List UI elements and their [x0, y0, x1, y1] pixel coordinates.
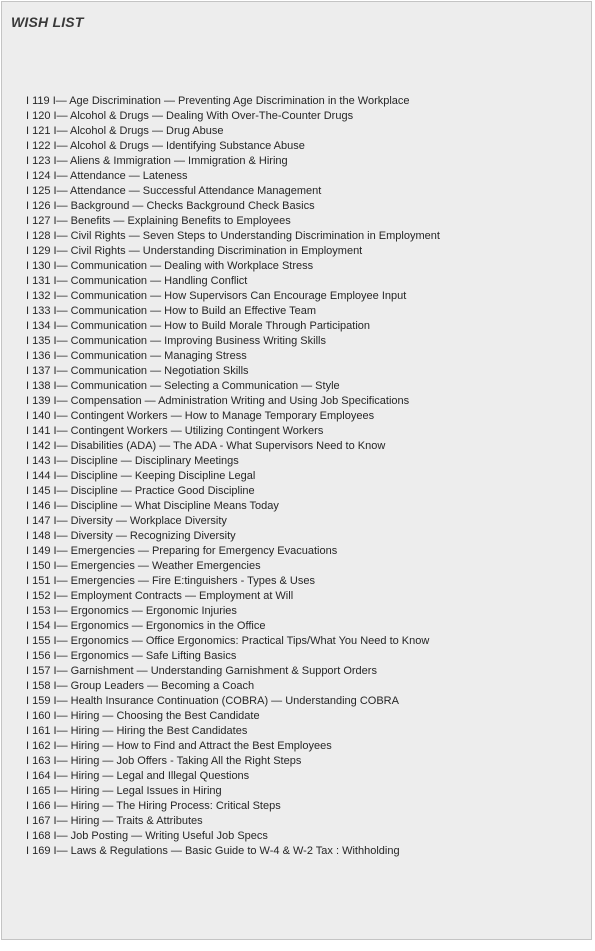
list-item: I 166 I— Hiring — The Hiring Process: Critical Steps — [26, 800, 281, 812]
list-item: I 153 I— Ergonomics — Ergonomic Injuries — [26, 605, 237, 617]
list-item: I 120 I— Alcohol & Drugs — Dealing With Over-The-Counter Drugs — [26, 110, 354, 122]
list-item: I 149 I— Emergencies — Preparing for Emergency Evacuations — [26, 545, 338, 557]
list-item: I 141 I— Contingent Workers — Utilizing Contingent Workers — [26, 425, 324, 437]
list-item: I 130 I— Communication — Dealing with Workplace Stress — [26, 260, 314, 272]
list-item: I 121 I— Alcohol & Drugs — Drug Abuse — [26, 125, 224, 137]
wish-list-panel — [1, 1, 592, 940]
list-item: I 151 I— Emergencies — Fire E:tinguishers - Types & Uses — [26, 575, 315, 587]
list-item: I 161 I— Hiring — Hiring the Best Candidates — [26, 725, 248, 737]
list-item: I 139 I— Compensation — Administration Writing and Using Job Specifications — [26, 395, 410, 407]
list-item: I 160 I— Hiring — Choosing the Best Candidate — [26, 710, 260, 722]
list-item: I 158 I— Group Leaders — Becoming a Coach — [26, 680, 255, 692]
list-item: I 126 I— Background — Checks Background Check Basics — [26, 200, 315, 212]
list-item: I 131 I— Communication — Handling Conflict — [26, 275, 248, 287]
list-item: I 156 I— Ergonomics — Safe Lifting Basics — [26, 650, 237, 662]
list-item: I 157 I— Garnishment — Understanding Garnishment & Support Orders — [26, 665, 377, 677]
list-item: I 143 I— Discipline — Disciplinary Meetings — [26, 455, 239, 467]
list-item: I 159 I— Health Insurance Continuation (COBRA) — Understanding COBRA — [26, 695, 399, 707]
list-item: I 169 I— Laws & Regulations — Basic Guide to W-4 & W-2 Tax : Withholding — [26, 845, 400, 857]
list-item: I 164 I— Hiring — Legal and Illegal Questions — [26, 770, 250, 782]
list-item: I 144 I— Discipline — Keeping Discipline Legal — [26, 470, 256, 482]
list-item: I 154 I— Ergonomics — Ergonomics in the Office — [26, 620, 266, 632]
list-item: I 140 I— Contingent Workers — How to Manage Temporary Employees — [26, 410, 375, 422]
panel-title: WISH LIST — [11, 14, 84, 30]
list-item: I 162 I— Hiring — How to Find and Attract the Best Employees — [26, 740, 332, 752]
list-item: I 147 I— Diversity — Workplace Diversity — [26, 515, 227, 527]
list-item: I 142 I— Disabilities (ADA) — The ADA - What Supervisors Need to Know — [26, 440, 386, 452]
list-item: I 134 I— Communication — How to Build Morale Through Participation — [26, 320, 371, 332]
list-item: I 152 I— Employment Contracts — Employment at Will — [26, 590, 294, 602]
list-item: I 133 I— Communication — How to Build an Effective Team — [26, 305, 317, 317]
list-item: I 132 I— Communication — How Supervisors Can Encourage Employee Input — [26, 290, 407, 302]
list-item: I 165 I— Hiring — Legal Issues in Hiring — [26, 785, 222, 797]
list-item: I 168 I— Job Posting — Writing Useful Job Specs — [26, 830, 268, 842]
list-item: I 163 I— Hiring — Job Offers - Taking All the Right Steps — [26, 755, 302, 767]
list-item: I 137 I— Communication — Negotiation Skills — [26, 365, 249, 377]
list-item: I 146 I— Discipline — What Discipline Means Today — [26, 500, 279, 512]
list-item: I 124 I— Attendance — Lateness — [26, 170, 188, 182]
list-item: I 138 I— Communication — Selecting a Communication — Style — [26, 380, 340, 392]
list-item: I 145 I— Discipline — Practice Good Discipline — [26, 485, 255, 497]
wish-list — [26, 94, 440, 859]
list-item: I 127 I— Benefits — Explaining Benefits to Employees — [26, 215, 291, 227]
list-item: I 150 I— Emergencies — Weather Emergencies — [26, 560, 261, 572]
list-item: I 123 I— Aliens & Immigration — Immigration & Hiring — [26, 155, 288, 167]
list-item: I 119 I— Age Discrimination — Preventing Age Discrimination in the Workplace — [26, 95, 410, 107]
list-item: I 148 I— Diversity — Recognizing Diversity — [26, 530, 236, 542]
list-item: I 136 I— Communication — Managing Stress — [26, 350, 247, 362]
list-item: I 135 I— Communication — Improving Business Writing Skills — [26, 335, 326, 347]
list-item: I 167 I— Hiring — Traits & Attributes — [26, 815, 203, 827]
list-item: I 155 I— Ergonomics — Office Ergonomics: Practical Tips/What You Need to Know — [26, 635, 430, 647]
list-item: I 128 I— Civil Rights — Seven Steps to Understanding Discrimination in Employment — [26, 230, 440, 242]
list-item: I 129 I— Civil Rights — Understanding Discrimination in Employment — [26, 245, 363, 257]
list-item: I 125 I— Attendance — Successful Attendance Management — [26, 185, 322, 197]
list-item: I 122 I— Alcohol & Drugs — Identifying Substance Abuse — [26, 140, 305, 152]
